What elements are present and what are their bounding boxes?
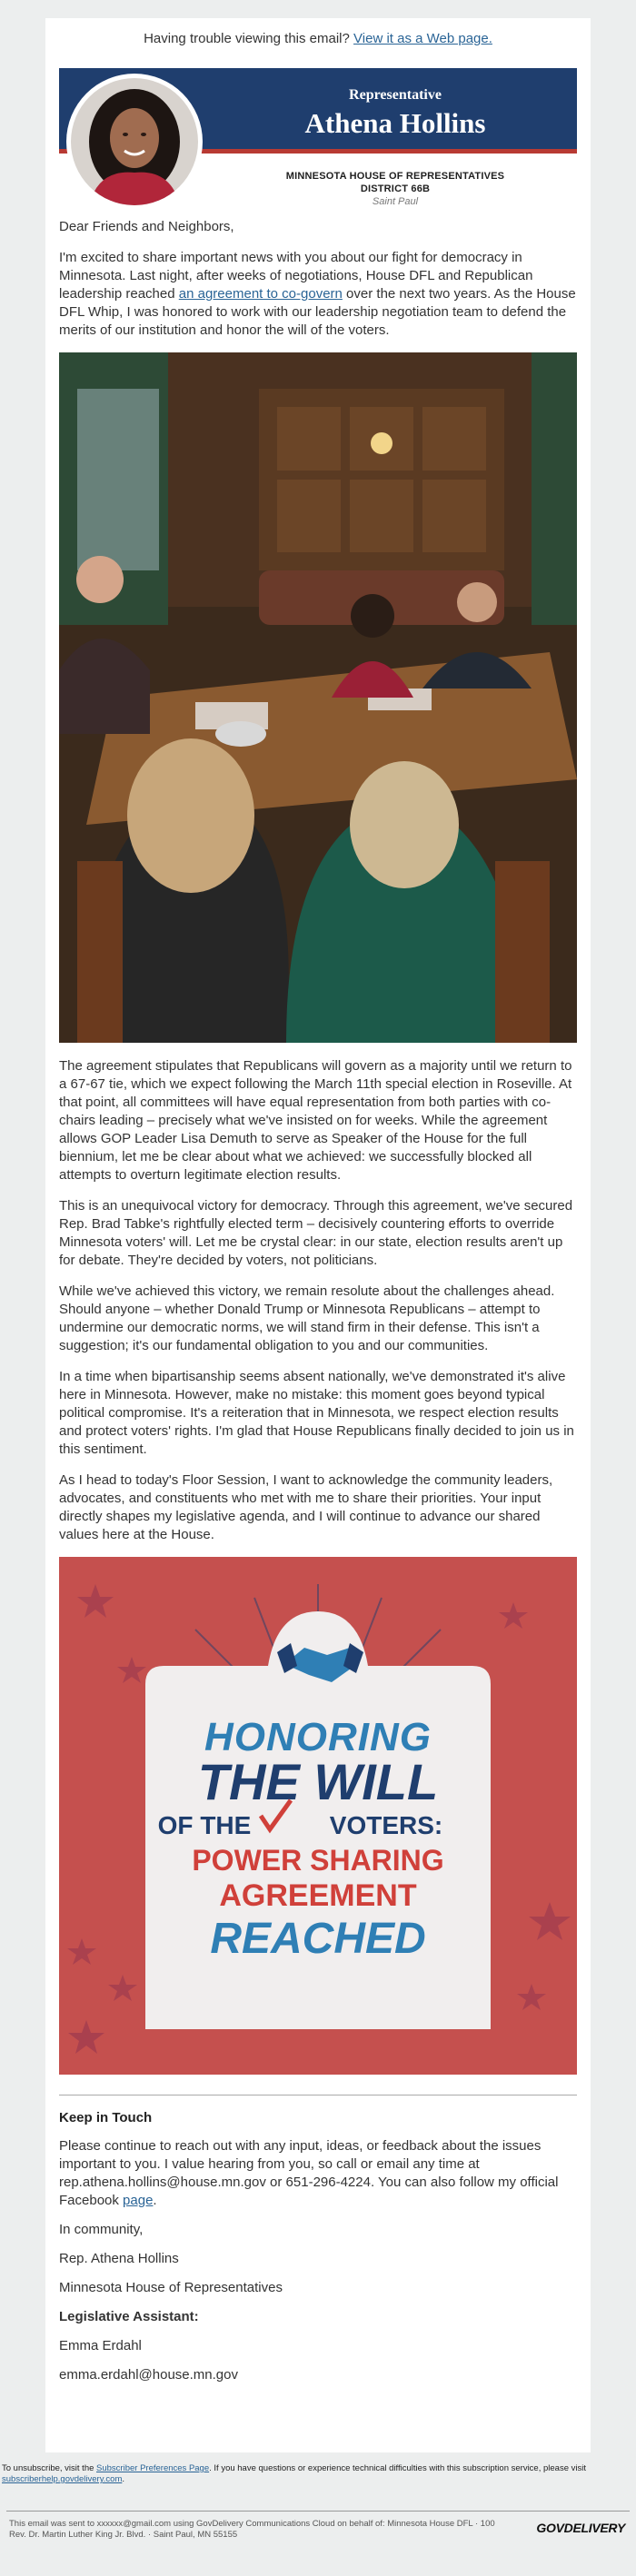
graphic-line-voters: VOTERS: [329, 1810, 443, 1839]
sent-line-2: Rev. Dr. Martin Luther King Jr. Blvd. · Saint Paul, MN 55155 [9, 2530, 238, 2540]
view-in-browser-bar [59, 18, 577, 68]
signature-name: Rep. Athena Hollins [59, 2251, 179, 2266]
contact-paragraph-text: Please continue to reach out with any input, ideas, or feedback about the issues important to you. I value hearing from you, so call or email any time at rep.athena.hollins@house.mn.gov or 651-296-4224. You can also follow my official Facebook [59, 2138, 559, 2208]
rep-title: Representative [349, 86, 442, 103]
sign-off: In community, [59, 2222, 144, 2237]
graphic-line-agreement: AGREEMENT [219, 1878, 417, 1913]
message-body [59, 218, 577, 1544]
assistant-heading: Legislative Assistant: [59, 2309, 199, 2324]
graphic-line-of-the: OF THE [157, 1810, 252, 1839]
graphic-line-honoring: HONORING [204, 1714, 432, 1759]
district-number: DISTRICT 66B [360, 183, 431, 194]
assistant-name: Emma Erdahl [59, 2338, 142, 2353]
sender-info [2, 2519, 634, 2541]
paragraph-intro [59, 249, 577, 340]
keep-in-touch-heading: Keep in Touch [59, 2109, 153, 2125]
paragraph-bipartisanship: In a time when bipartisanship seems absent nationally, we've demonstrated it's alive here in Minnesota. However, make no mistake: this moment goes beyond typical political compromise. It's a reiteration that in Minnesota, we respect election results and protect voters' rights. I'm glad that House Republicans finally decided to join us in this sentiment. [59, 1368, 574, 1457]
email-container [45, 18, 591, 2452]
negotiation-photo [59, 352, 577, 1043]
paragraph-agreement: The agreement stipulates that Republicans will govern as a majority until we return to a 67-67 tie, which we expect following the March 11th special election in Roseville. At that point, all committees will have equal representation from both parties with co-chairs leading – precisely what we've insisted on for weeks. While the agreement allows GOP Leader Lisa Demuth to serve as Speaker of the House for the full biennium, let me be clear about what we achieved: we successfully blocked all attempts to overturn legitimate election results. [59, 1057, 572, 1183]
view-web-page-link[interactable]: View it as a Web page. [353, 31, 492, 46]
unsubscribe-text [2, 2463, 634, 2485]
contact-paragraph [59, 2137, 577, 2210]
paragraph-floor-session: As I head to today's Floor Session, I want to acknowledge the community leaders, advocates, and constituents who met with me to share their priorities. Your input directly shapes my legislative agenda, and I will continue to advance our shared values here at the House. [59, 1471, 553, 1542]
footer-divider [6, 2511, 630, 2512]
keep-in-touch-section [59, 2108, 577, 2385]
graphic-line-reached: REACHED [210, 1914, 426, 1963]
paragraph-challenges: While we've achieved this victory, we remain resolute about the challenges ahead. Should anyone – whether Donald Trump or Minnesota Republicans – attempt to undermine our democratic norms, we will stand firm in their defense. This isn't a suggestion; it's our fundamental obligation to you and our communities. [59, 1283, 555, 1353]
unsubscribe-end: . [122, 2474, 124, 2484]
paragraph-victory: This is an unequivocal victory for democracy. Through this agreement, we've secured Rep. Brad Tabke's rightfully elected term – decisively countering efforts to override Minnesota voters' will. Let me be crystal clear: in our state, election results aren't up for debate. They're decided by voters, not politicians. [59, 1197, 573, 1268]
assistant-email: emma.erdahl@house.mn.gov [59, 2367, 238, 2383]
graphic-line-power-sharing: POWER SHARING [192, 1843, 444, 1877]
portrait-photo [71, 78, 198, 205]
trouble-viewing-text: Having trouble viewing this email? [144, 31, 350, 46]
city-name: Saint Paul [372, 195, 419, 207]
agreement-link[interactable]: an agreement to co-govern [178, 285, 343, 302]
graphic-line-the-will: THE WILL [197, 1752, 439, 1810]
contact-paragraph-end: . [153, 2193, 157, 2208]
facebook-page-link[interactable]: page [123, 2193, 154, 2208]
sent-line-1: This email was sent to xxxxxx@gmail.com using GovDelivery Communications Cloud on behalf of: Minnesota House DFL · 100 [9, 2519, 495, 2529]
paragraph-intro-end: over the next two years. As the House DFL Whip, I was honored to work with our leadership negotiation team to defend the merits of our institution and honor the will of the voters. [59, 285, 576, 338]
email-footer [0, 2463, 636, 2541]
district-info [268, 170, 522, 208]
unsubscribe-help-text: . If you have questions or experience technical difficulties with this subscription service, please visit [209, 2463, 586, 2473]
rep-name: Athena Hollins [304, 106, 486, 139]
newsletter-header [59, 68, 577, 218]
govdelivery-logo: GOVDELIVERY [536, 2521, 625, 2535]
subscriber-help-link[interactable]: subscriberhelp.govdelivery.com [2, 2474, 123, 2484]
signature-org: Minnesota House of Representatives [59, 2280, 283, 2295]
unsubscribe-prefix: To unsubscribe, visit the [2, 2463, 97, 2473]
subscriber-preferences-link[interactable]: Subscriber Preferences Page [96, 2463, 210, 2473]
power-sharing-graphic [59, 1557, 577, 2075]
paragraph-intro-start: I'm excited to share important news with you about our fight for democracy in Minnesota. Last night, after weeks of negotiations, House DFL and Republican leadership reached [59, 249, 533, 302]
house-name: MINNESOTA HOUSE OF REPRESENTATIVES [285, 170, 505, 182]
avatar [66, 74, 203, 210]
greeting: Dear Friends and Neighbors, [59, 218, 234, 234]
